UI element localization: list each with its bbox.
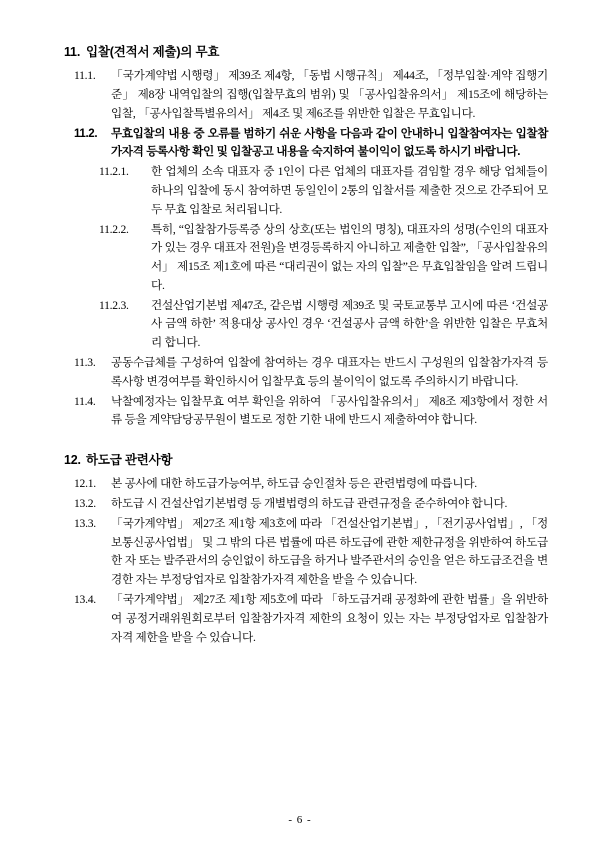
paragraph-11-1-label: 11.1. — [74, 69, 96, 83]
paragraph-11-2-3 — [52, 297, 548, 353]
paragraph-11-4-label: 11.4. — [74, 394, 96, 408]
paragraph-13-2-label: 13.2. — [74, 497, 96, 511]
paragraph-11-1-text: 「국가계약법 시행령」 제39조 제4항, 「동법 시행규칙」 제44조, 「정부입찰·계약 집행기준」 제8장 내역입찰의 집행(입찰무효의 범위) 및 「공사입찰유의서」 제15조에 해당하는 입찰, 「공사입찰특별유의서」 제4조 및 제6조를 위반한 입찰은 무효입니다. — [111, 69, 548, 120]
paragraph-11-3-text: 공동수급체를 구성하여 입찰에 참여하는 경우 대표자는 반드시 구성원의 입찰참가자격 등록사항 변경여부를 확인하시어 입찰무효 등의 불이익이 없도록 주의하시기 바랍니다. — [111, 355, 548, 388]
section-12-title: 하도급 관련사항 — [86, 453, 173, 468]
paragraph-13-3 — [52, 515, 548, 590]
paragraph-13-2 — [52, 495, 548, 514]
section-11-number: 11. — [64, 45, 81, 59]
paragraph-11-4 — [52, 393, 548, 431]
paragraph-12-1-label: 12.1. — [74, 477, 96, 491]
paragraph-12-1 — [52, 475, 548, 494]
paragraph-11-2-2-label: 11.2.2. — [99, 222, 129, 236]
section-11-heading — [64, 44, 548, 60]
paragraph-11-3-label: 11.3. — [74, 355, 96, 369]
paragraph-11-2-3-label: 11.2.3. — [99, 298, 129, 312]
paragraph-11-2-1-label: 11.2.1. — [99, 165, 129, 179]
paragraph-13-3-text: 「국가계약법」 제27조 제1항 제3호에 따라 「건설산업기본법」, 「전기공사업법」, 「정보통신공사업법」 및 그 밖의 다른 법률에 따른 하도급에 관한 제한규정을 위반하여 하도급한 자 또는 발주관서의 승인없이 하도급을 하거나 발주관서의 승인을 얻은 하도급조건을 변경한 자는 부정당업자로 입찰참가자격 제한을 받을 수 있습니다. — [111, 516, 548, 587]
paragraph-12-1-text: 본 공사에 대한 하도급가능여부, 하도급 승인절차 등은 관련법령에 따릅니다. — [111, 477, 477, 491]
paragraph-11-2 — [52, 125, 548, 163]
paragraph-11-2-2-text: 특히, “입찰참가등록증 상의 상호(또는 법인의 명칭), 대표자의 성명(수인의 대표자가 있는 경우 대표자 전원)을 변경등록하지 아니하고 제출한 입찰”, 「공사입찰유의서」 제15조 제1호에 따른 “대리권이 없는 자의 입찰”은 무효입찰임을 알려 드립니다. — [151, 222, 548, 292]
paragraph-11-3 — [52, 354, 548, 392]
section-12-heading — [64, 452, 548, 468]
paragraph-11-4-text: 낙찰예정자는 입찰무효 여부 확인을 위하여 「공사입찰유의서」 제8조 제3항에서 정한 서류 등을 계약담당공무원이 별도로 정한 기한 내에 반드시 제출하여야 합니다. — [111, 394, 548, 427]
paragraph-13-4-label: 13.4. — [74, 593, 96, 607]
paragraph-11-2-1 — [52, 163, 548, 219]
paragraph-11-2-2 — [52, 221, 548, 296]
paragraph-11-2-1-text: 한 업체의 소속 대표자 중 1인이 다른 업체의 대표자를 겸임할 경우 해당 업체들이 하나의 입찰에 동시 참여하면 동일인이 2통의 입찰서를 제출한 것으로 간주되어 모두 무효 입찰로 처리됩니다. — [151, 165, 548, 216]
section-12 — [52, 452, 548, 647]
section-11 — [52, 44, 548, 430]
paragraph-11-2-3-text: 건설산업기본법 제47조, 같은법 시행령 제39조 및 국토교통부 고시에 따른 ‘건설공사 금액 하한’ 적용대상 공사인 경우 ‘건설공사 금액 하한’을 위반한 입찰은 무효처리 합니다. — [151, 298, 548, 350]
paragraph-13-3-label: 13.3. — [74, 516, 96, 530]
paragraph-13-2-text: 하도급 시 건설산업기본법령 등 개별법령의 하도급 관련규정을 준수하여야 합니다. — [111, 497, 508, 511]
paragraph-13-4-text: 「국가계약법」 제27조 제1항 제5호에 따라 「하도급거래 공정화에 관한 법률」을 위반하여 공정거래위원회로부터 입찰참가자격 제한의 요청이 있는 자는 부정당업자로 입찰참가자격 제한을 받을 수 있습니다. — [111, 593, 548, 644]
paragraph-11-2-label: 11.2. — [74, 126, 98, 140]
section-spacer — [52, 432, 548, 452]
paragraph-11-1 — [52, 67, 548, 123]
page-number: - 6 - — [288, 814, 312, 826]
paragraph-13-4 — [52, 591, 548, 647]
section-12-number: 12. — [64, 453, 81, 468]
section-11-title: 입찰(견적서 제출)의 무효 — [86, 45, 220, 59]
paragraph-11-2-text: 무효입찰의 내용 중 오류를 범하기 쉬운 사항을 다음과 같이 안내하니 입찰참여자는 입찰참가자격 등록사항 확인 및 입찰공고 내용을 숙지하여 불이익이 없도록 하시기 바랍니다. — [111, 126, 548, 159]
